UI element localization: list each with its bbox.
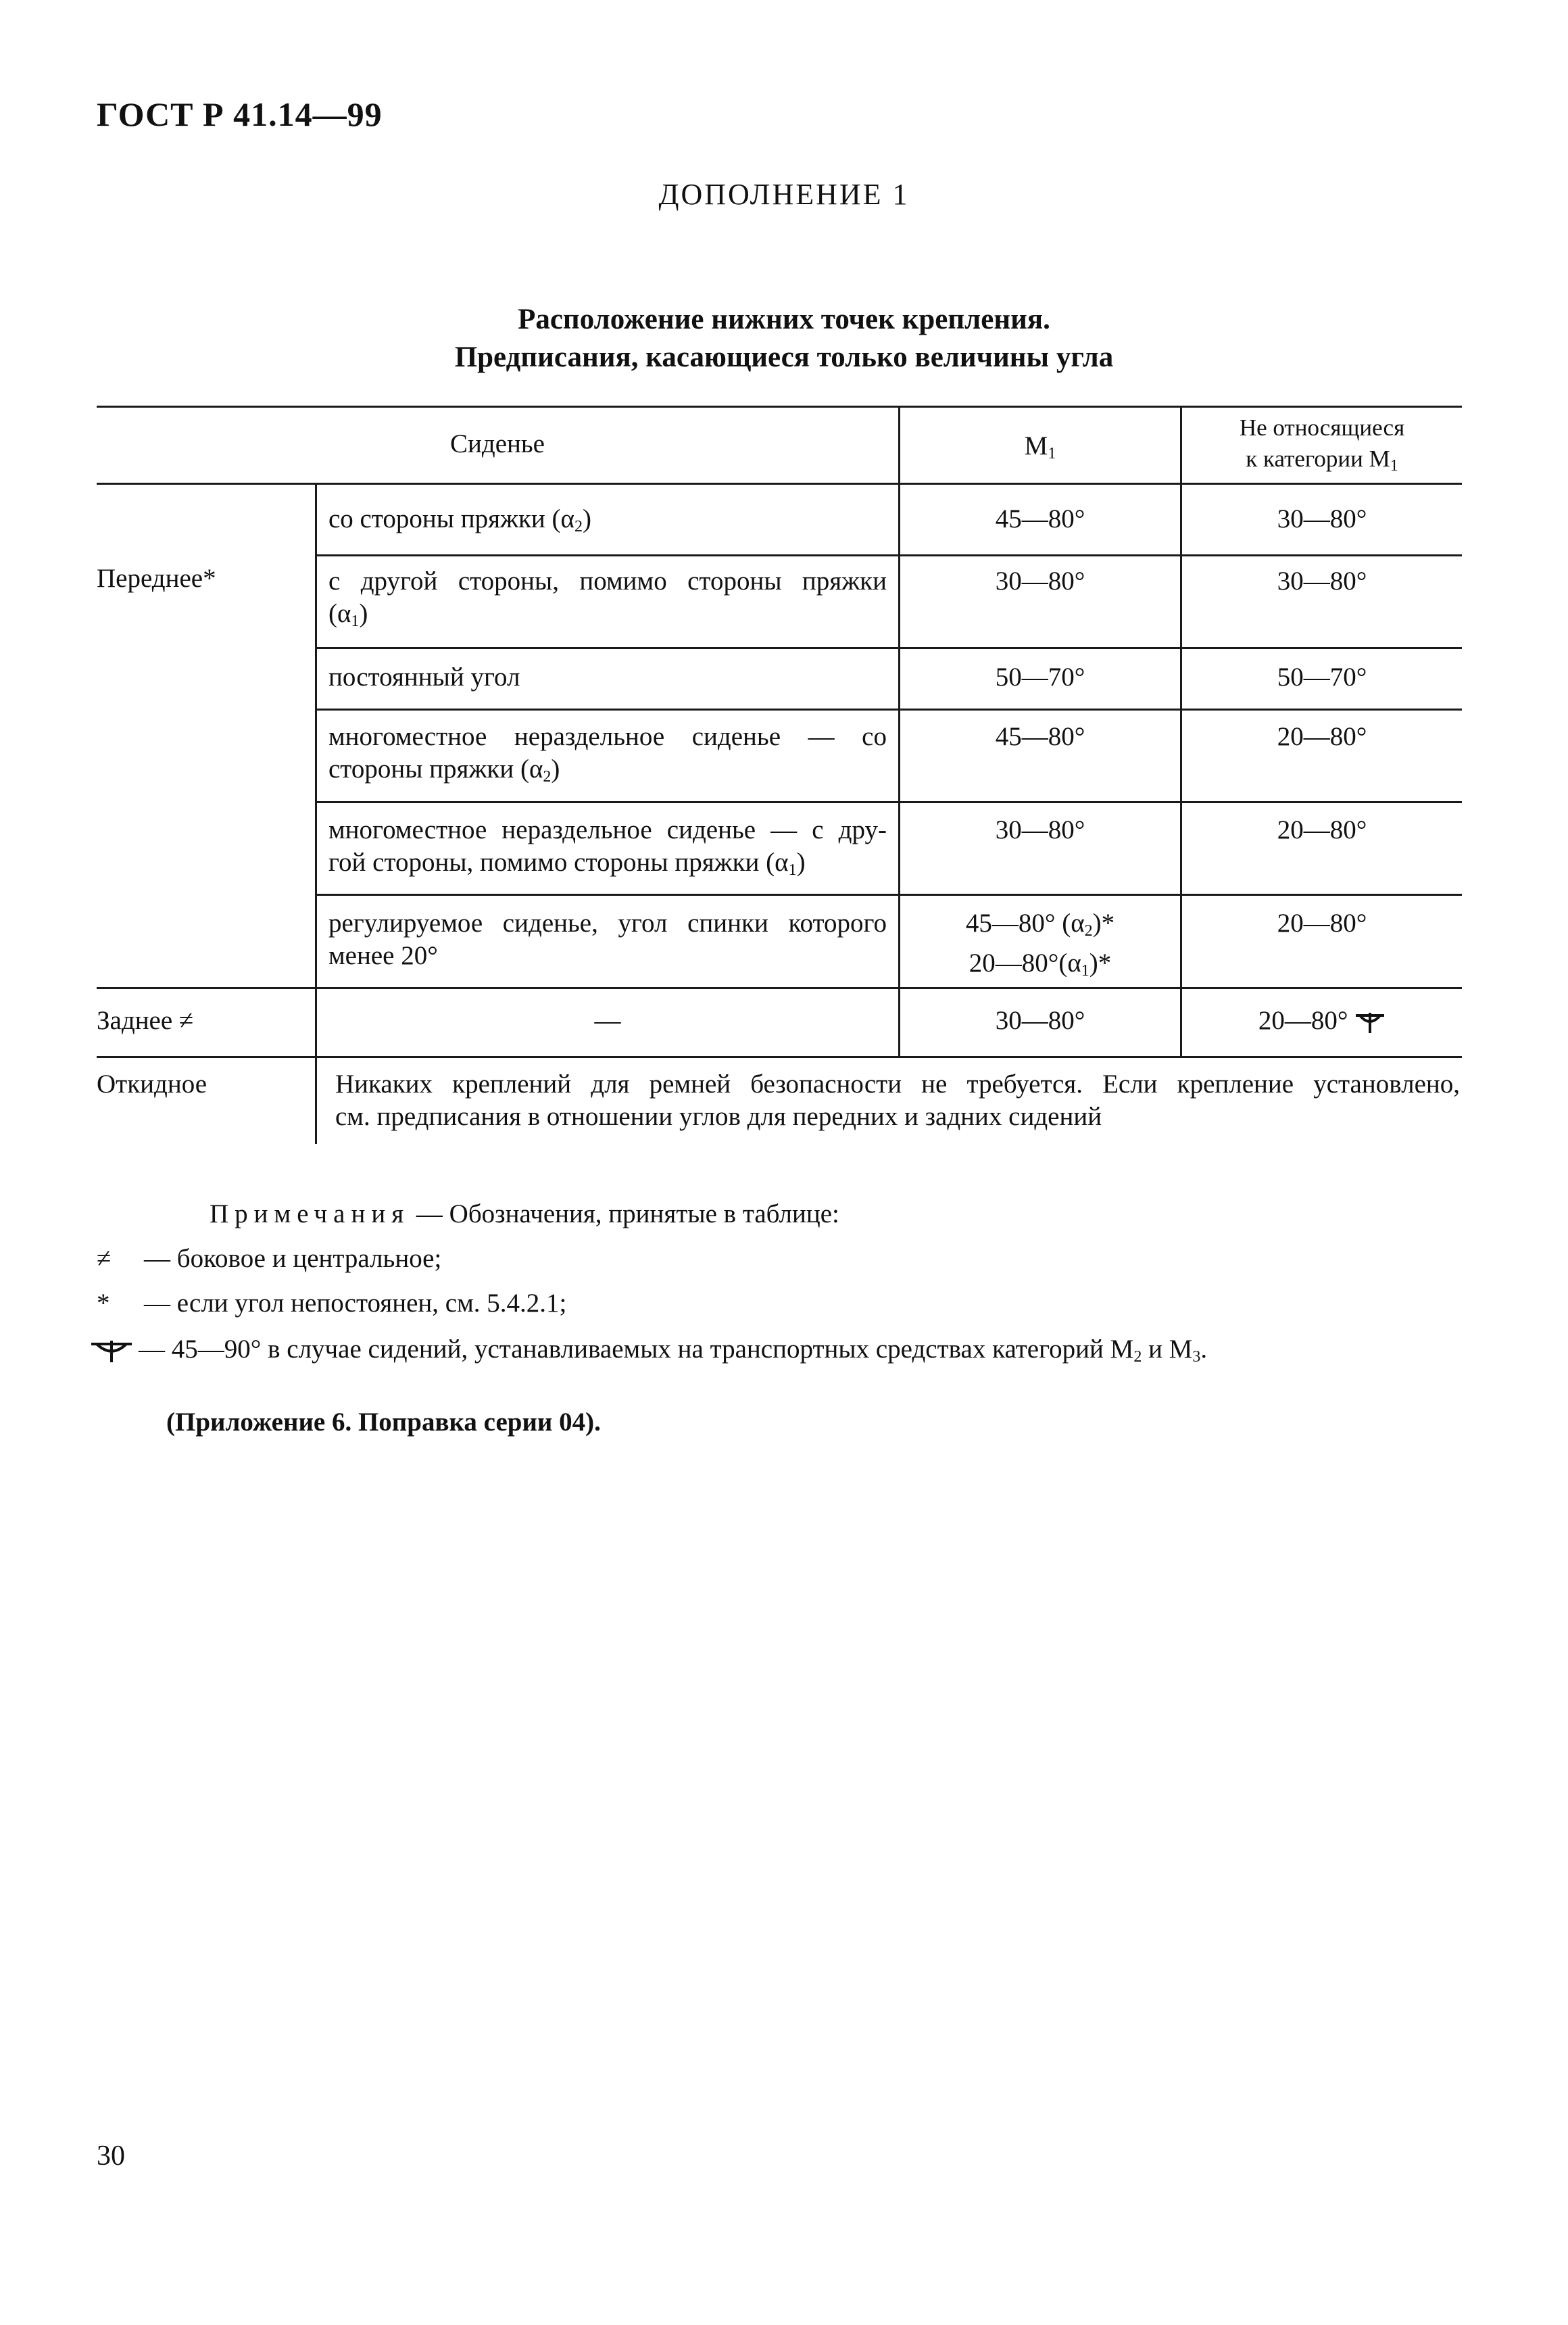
row-bench-buckle-desc: многоместное нераздельное сиденье — со стороны пряжки $(\alpha_2)$ (328, 722, 887, 786)
folding-seat-label: Откидное (97, 1070, 207, 1099)
row-divider (315, 709, 1462, 711)
supplement-heading: ДОПОЛНЕНИЕ 1 (658, 178, 910, 211)
table-header-rule (97, 483, 1462, 485)
rear-seat-desc: — (594, 1006, 621, 1035)
row-adjustable-desc: регулируемое сиденье, угол спинки которого менее 20° (328, 909, 887, 970)
rear-seat-m1: 30—80° (995, 1006, 1085, 1035)
rear-seat-other: 20—80° (1182, 1005, 1462, 1037)
section-divider (97, 1056, 1462, 1058)
table-title-line-1: Расположение нижних точек крепления. (518, 304, 1050, 335)
row-other-side-desc: с другой стороны, помимо стороны пряжки $(\alpha_1)$ (328, 567, 887, 630)
header-m1: $M_1$ (1024, 431, 1056, 462)
row-adjustable-other: 20—80° (1277, 909, 1367, 938)
rear-seat-label: Заднее ≠ (97, 1006, 194, 1035)
note-item: * — если угол непостоянен, см. 5.4.2.1; (97, 1287, 566, 1320)
row-constant-angle-m1: 50—70° (995, 663, 1085, 692)
header-seat: Сиденье (449, 429, 545, 458)
row-bench-other-other: 20—80° (1277, 815, 1367, 844)
row-other-side-other: 30—80° (1277, 567, 1367, 596)
note-symbol: * (97, 1289, 110, 1318)
front-seat-label: Переднее* (97, 564, 216, 593)
row-buckle-side-other: 30—80° (1277, 504, 1367, 533)
row-bench-buckle-m1: 45—80° (995, 722, 1085, 751)
amendment-note: (Приложение 6. Поправка серии 04). (166, 1408, 601, 1437)
row-buckle-side-desc: со стороны пряжки $(\alpha_2)$ (328, 504, 591, 535)
row-constant-angle-desc: постоянный угол (328, 663, 520, 692)
psi-symbol-icon (1354, 1011, 1386, 1034)
page-number: 30 (97, 2140, 125, 2172)
folding-seat-text: Никаких креплений для ремней безопасности не требуется. Если крепление установлено, см. предписания в отношении углов для передних и задних сидений (335, 1070, 1460, 1131)
row-buckle-side-m1: 45—80° (995, 504, 1085, 533)
row-divider (315, 894, 1462, 896)
col-divider-seat (315, 483, 317, 1144)
row-divider (315, 554, 1462, 556)
row-divider (315, 647, 1462, 649)
row-constant-angle-other: 50—70° (1277, 663, 1367, 692)
header-other-category: Не относящиеся к категории $M_1$ (1239, 414, 1405, 475)
row-bench-other-m1: 30—80° (995, 815, 1085, 844)
row-divider (315, 801, 1462, 803)
row-bench-other-desc: многоместное нераздельное сиденье — с дру- гой стороны, помимо стороны пряжки $(\alpha_1)$ (328, 815, 887, 879)
note-symbol: ≠ (97, 1244, 112, 1273)
note-item: ≠ — боковое и центральное; (97, 1243, 441, 1275)
document-code: ГОСТ Р 41.14—99 (97, 95, 383, 133)
row-bench-buckle-other: 20—80° (1277, 722, 1367, 751)
psi-symbol-icon (90, 1339, 133, 1364)
notes-heading: Примечания — Обозначения, принятые в таблице: (210, 1199, 839, 1228)
note-item: — 45—90° в случае сидений, устанавливаемых на транспортных средствах категорий $M_2$ и $M_3$. (90, 1333, 1207, 1373)
row-other-side-m1: 30—80° (995, 567, 1085, 596)
section-divider (97, 987, 1462, 989)
row-adjustable-m1: 45—80° $(\alpha_2)*$ $20—80^\circ(\alpha_1)*$ (965, 909, 1115, 980)
table-title-line-2: Предписания, касающиеся только величины угла (454, 341, 1114, 373)
table-top-rule (97, 406, 1462, 408)
